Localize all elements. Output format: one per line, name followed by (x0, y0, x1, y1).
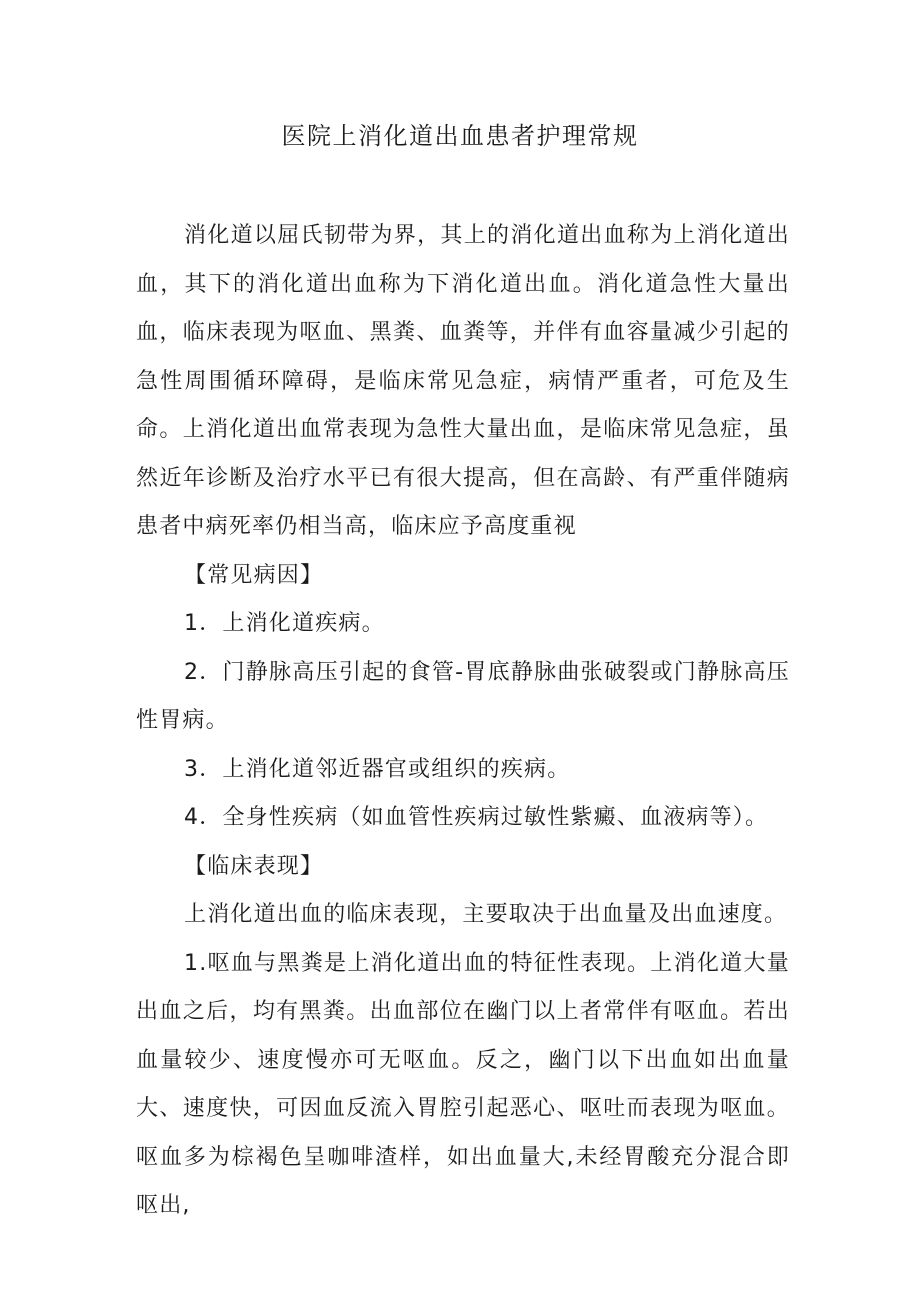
clinical-item-1: 1.呕血与黑粪是上消化道出血的特征性表现。上消化道大量出血之后，均有黑粪。出血部位在幽门以上者常伴有呕血。若出血量较少、速度慢亦可无呕血。反之，幽门以下出血如出血量大、速度快，可因血反流入胃腔引起恶心、呕吐而表现为呕血。呕血多为棕褐色呈咖啡渣样，如出血量大,未经胃酸充分混合即呕出, (136, 950, 790, 1218)
cause-item-3: 3．上消化道邻近器官或组织的疾病。 (184, 756, 571, 782)
document-title: 医院上消化道出血患者护理常规 (281, 122, 639, 150)
document-body (136, 212, 790, 1231)
section-heading-causes: 【常见病因】 (184, 562, 324, 588)
section-heading-clinical: 【临床表现】 (184, 853, 324, 879)
cause-item-2: 2．门静脉高压引起的食管-胃底静脉曲张破裂或门静脉高压性胃病。 (136, 659, 790, 733)
cause-item-1: 1．上消化道疾病。 (184, 611, 385, 636)
clinical-intro-paragraph: 上消化道出血的临床表现，主要取决于出血量及出血速度。 (184, 902, 788, 927)
intro-paragraph: 消化道以屈氏韧带为界，其上的消化道出血称为上消化道出血，其下的消化道出血称为下消化道出血。消化道急性大量出血，临床表现为呕血、黑粪、血粪等，并伴有血容量减少引起的急性周围循环障碍，是临床常见急症，病情严重者，可危及生命。上消化道出血常表现为急性大量出血，是临床常见急症，虽然近年诊断及治疗水平已有很大提高，但在高龄、有严重伴随病患者中病死率仍相当高，临床应予高度重视 (136, 223, 790, 539)
cause-item-4: 4．全身性疾病（如血管性疾病过敏性紫癜、血液病等）。 (184, 805, 769, 830)
